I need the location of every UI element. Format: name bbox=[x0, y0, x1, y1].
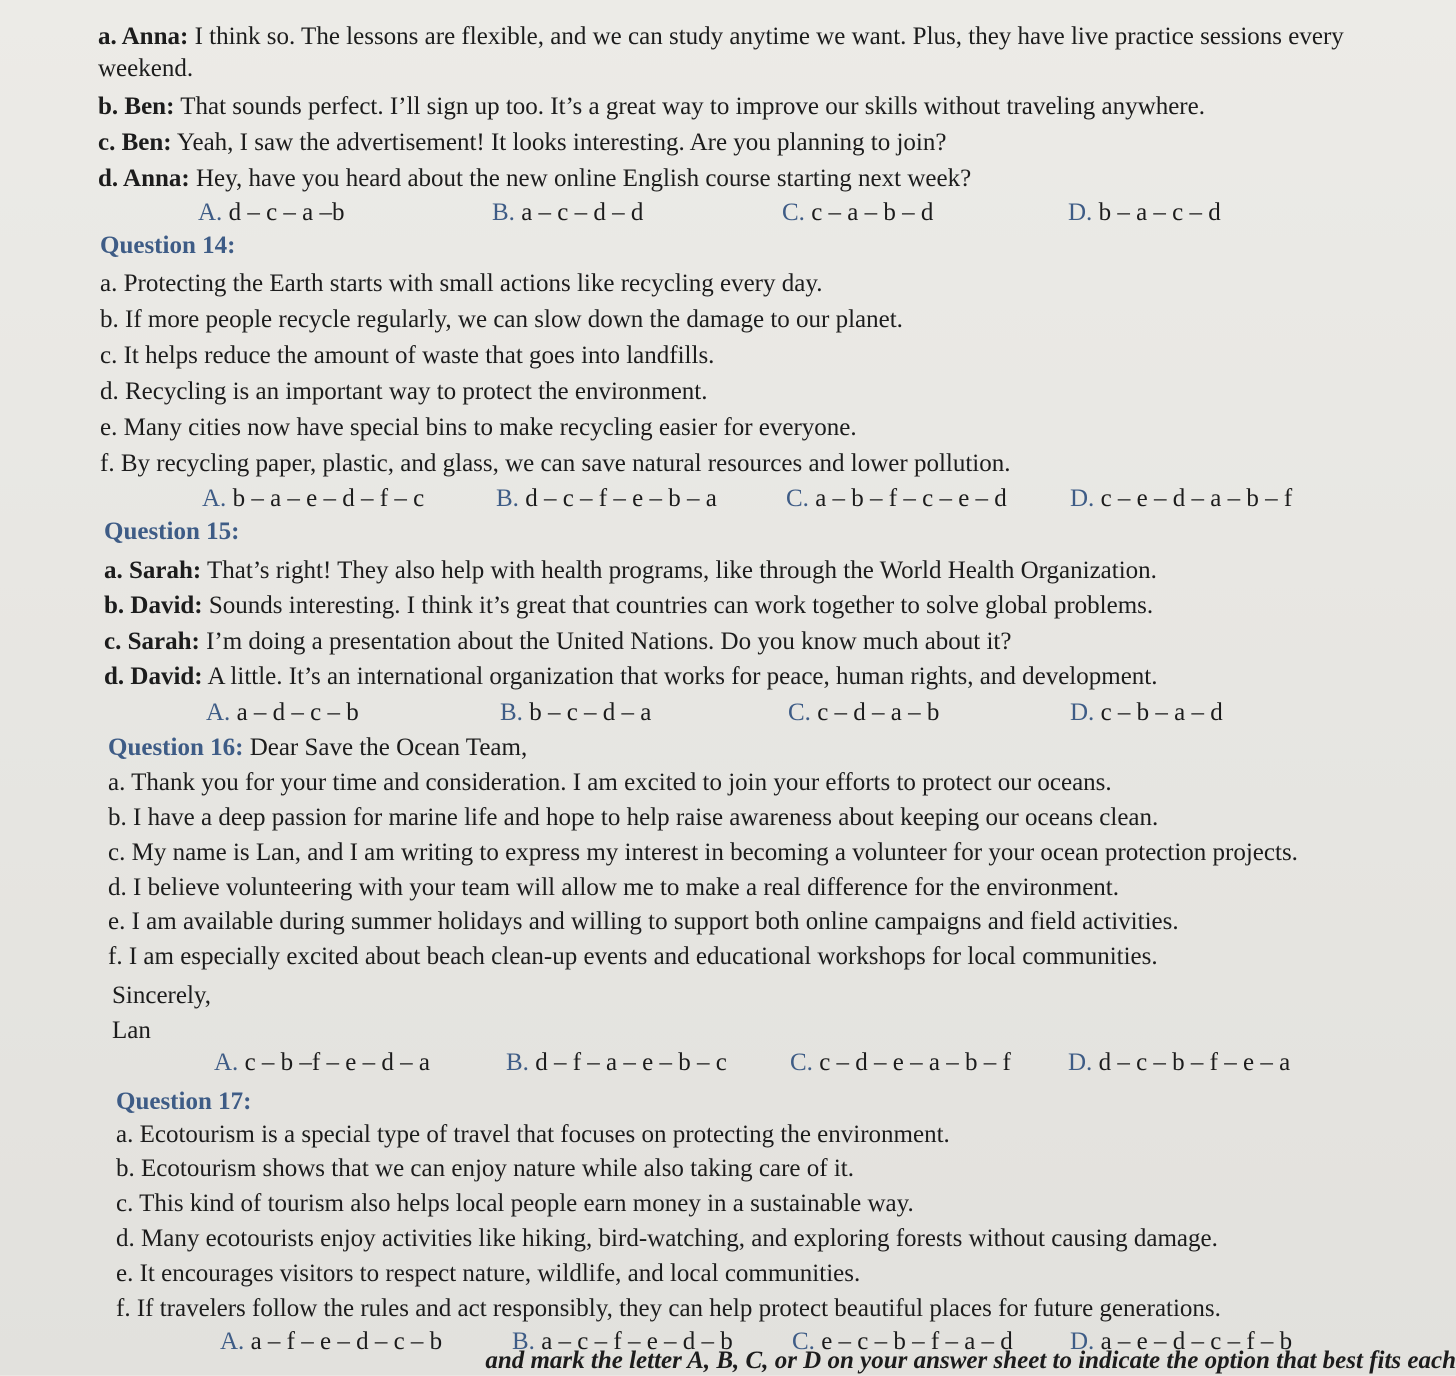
q14-line-e: e. Many cities now have special bins to make recycling easier for everyone. bbox=[100, 414, 857, 441]
q16-option-c[interactable]: C. c – d – e – a – b – f bbox=[790, 1049, 1011, 1076]
q16-line-d: d. I believe volunteering with your team will allow me to make a real difference for the environment. bbox=[108, 874, 1119, 901]
q14-line-a: a. Protecting the Earth starts with small actions like recycling every day. bbox=[100, 270, 823, 297]
q17-line-b: b. Ecotourism shows that we can enjoy nature while also taking care of it. bbox=[116, 1155, 854, 1182]
q17-option-a[interactable]: A. a – f – e – d – c – b bbox=[220, 1328, 443, 1355]
section-instruction-cropped: and mark the letter A, B, C, or D on your answer sheet to indicate the option that best fits each bbox=[485, 1347, 1456, 1374]
q16-line-e: e. I am available during summer holidays and willing to support both online campaigns and field activities. bbox=[108, 908, 1179, 935]
q16-option-d[interactable]: D. d – c – b – f – e – a bbox=[1068, 1049, 1291, 1076]
q13-option-b[interactable]: B. a – c – d – d bbox=[492, 199, 644, 226]
q15-option-b[interactable]: B. b – c – d – a bbox=[500, 699, 652, 726]
q14-line-b: b. If more people recycle regularly, we can slow down the damage to our planet. bbox=[100, 306, 903, 333]
q14-option-a[interactable]: A. b – a – e – d – f – c bbox=[202, 485, 425, 512]
q15-option-c[interactable]: C. c – d – a – b bbox=[788, 699, 940, 726]
q14-line-f: f. By recycling paper, plastic, and glass, we can save natural resources and lower pollution. bbox=[100, 450, 1011, 477]
q15-option-d[interactable]: D. c – b – a – d bbox=[1070, 699, 1223, 726]
q14-option-c[interactable]: C. a – b – f – c – e – d bbox=[786, 485, 1007, 512]
q16-option-a[interactable]: A. c – b –f – e – d – a bbox=[214, 1049, 430, 1076]
q17-option-b[interactable]: B. a – c – f – e – d – b bbox=[512, 1328, 733, 1355]
q16-option-b[interactable]: B. d – f – a – e – b – c bbox=[506, 1049, 727, 1076]
q17-option-d[interactable]: D. a – e – d – c – f – b bbox=[1070, 1328, 1293, 1355]
q14-option-d[interactable]: D. c – e – d – a – b – f bbox=[1070, 485, 1293, 512]
q13-option-c[interactable]: C. c – a – b – d bbox=[782, 199, 934, 226]
q17-line-a: a. Ecotourism is a special type of travel that focuses on protecting the environment. bbox=[116, 1121, 950, 1148]
q14-option-b[interactable]: B. d – c – f – e – b – a bbox=[496, 485, 717, 512]
q17-title: Question 17: bbox=[116, 1088, 252, 1115]
q14-line-c: c. It helps reduce the amount of waste that goes into landfills. bbox=[100, 342, 715, 369]
q17-line-c: c. This kind of tourism also helps local people earn money in a sustainable way. bbox=[116, 1190, 914, 1217]
q17-option-c[interactable]: C. e – c – b – f – a – d bbox=[792, 1328, 1013, 1355]
q15-line-d: d. David: A little. It’s an international organization that works for peace, human rights, and development. bbox=[104, 663, 1158, 690]
q16-line-c: c. My name is Lan, and I am writing to express my interest in becoming a volunteer for your ocean protection projects. bbox=[108, 839, 1298, 866]
q16-line-f: f. I am especially excited about beach clean-up events and educational workshops for local communities. bbox=[108, 943, 1158, 970]
q15-line-c: c. Sarah: I’m doing a presentation about the United Nations. Do you know much about it? bbox=[104, 628, 1012, 655]
q17-line-d: d. Many ecotourists enjoy activities like hiking, bird-watching, and exploring forests without causing damage. bbox=[116, 1225, 1218, 1252]
q16-title: Question 16: Dear Save the Ocean Team, bbox=[108, 734, 528, 761]
q13-line-b: b. Ben: That sounds perfect. I’ll sign up too. It’s a great way to improve our skills without traveling anywhere. bbox=[98, 93, 1205, 120]
q16-closing: Sincerely, bbox=[112, 982, 212, 1009]
q17-line-f: f. If travelers follow the rules and act responsibly, they can help protect beautiful places for future generations. bbox=[116, 1295, 1221, 1322]
q13-line-d: d. Anna: Hey, have you heard about the new online English course starting next week? bbox=[98, 165, 972, 192]
q16-signature: Lan bbox=[112, 1017, 151, 1044]
q13-line-a: a. Anna: I think so. The lessons are flexible, and we can study anytime we want. Plus, they have live practice sessions every bbox=[98, 23, 1344, 50]
q16-line-b: b. I have a deep passion for marine life and hope to help raise awareness about keeping our oceans clean. bbox=[108, 804, 1159, 831]
q16-line-a: a. Thank you for your time and consideration. I am excited to join your efforts to protect our oceans. bbox=[108, 769, 1112, 796]
q15-line-a: a. Sarah: That’s right! They also help with health programs, like through the World Health Organization. bbox=[104, 557, 1157, 584]
q15-title: Question 15: bbox=[104, 518, 240, 545]
q13-line-a-cont: weekend. bbox=[98, 55, 194, 82]
q15-option-a[interactable]: A. a – d – c – b bbox=[206, 699, 359, 726]
q13-line-c: c. Ben: Yeah, I saw the advertisement! It looks interesting. Are you planning to join? bbox=[98, 129, 947, 156]
q14-title: Question 14: bbox=[100, 232, 236, 259]
q17-line-e: e. It encourages visitors to respect nature, wildlife, and local communities. bbox=[116, 1260, 861, 1287]
q13-option-a[interactable]: A. d – c – a –b bbox=[198, 199, 345, 226]
q13-option-d[interactable]: D. b – a – c – d bbox=[1068, 199, 1221, 226]
q14-line-d: d. Recycling is an important way to protect the environment. bbox=[100, 378, 708, 405]
q15-line-b: b. David: Sounds interesting. I think it’s great that countries can work together to solve global problems. bbox=[104, 592, 1154, 619]
